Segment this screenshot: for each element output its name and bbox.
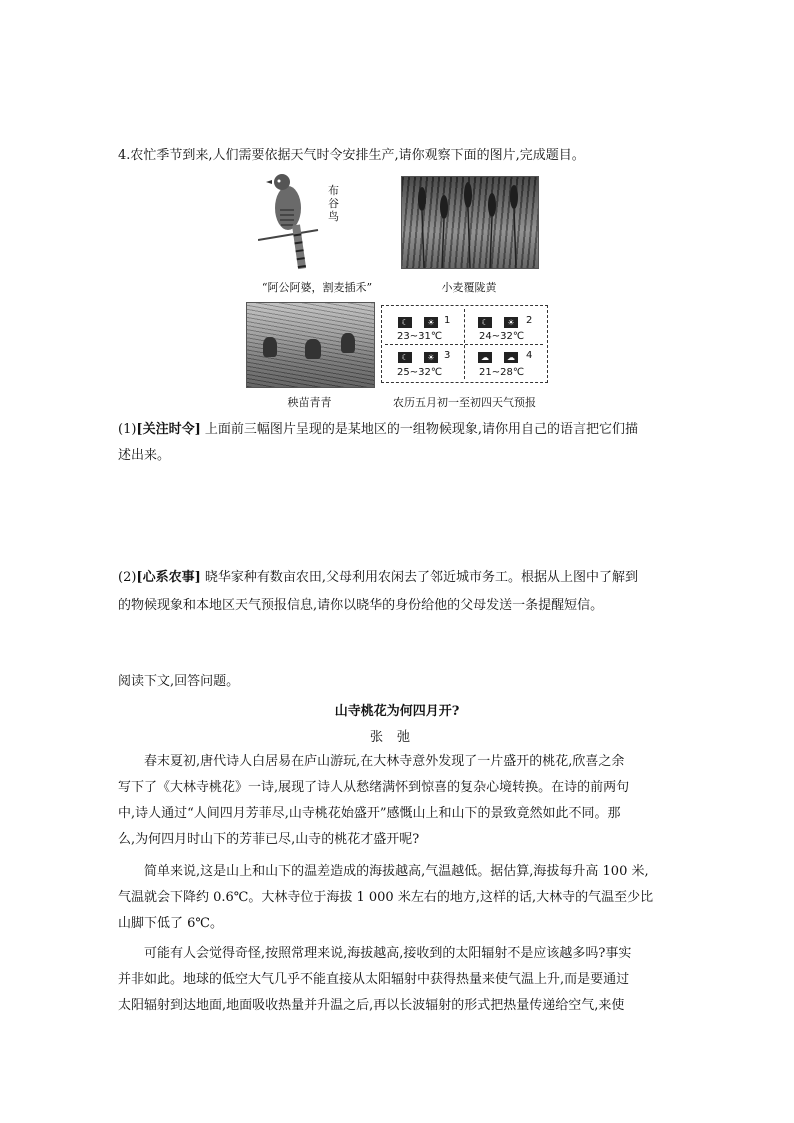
moon-icon: ☾ <box>398 317 412 328</box>
cloud-icon: ☁ <box>478 352 492 363</box>
rice-caption: 秧苗青青 <box>287 396 332 409</box>
sun-icon: ☀ <box>504 317 518 328</box>
question-intro: 4.农忙季节到来,人们需要依据天气时令安排生产,请你观察下面的图片,完成题目。 <box>118 148 585 163</box>
article-line: 春末夏初,唐代诗人白居易在庐山游玩,在大林寺意外发现了一片盛开的桃花,欣喜之余 <box>118 754 625 769</box>
subquestion-2-line1: (2)[心系农事] 晓华家种有数亩农田,父母利用农闲去了邻近城市务工。根据从上图中了解到 <box>118 570 638 585</box>
wheat-caption: 小麦覆陇黄 <box>441 281 497 294</box>
subquestion-2-tag: [心系农事] <box>136 570 201 585</box>
article-line: 可能有人会觉得奇怪,按照常理来说,海拔越高,接收到的太阳辐射不是应该越多吗?事实 <box>118 946 632 961</box>
article-author: 张弛 <box>369 730 424 745</box>
bird-caption: “阿公阿婆，割麦插禾” <box>261 281 373 294</box>
article-line: 中,诗人通过“人间四月芳菲尽,山寺桃花始盛开”感慨山上和山下的景致竟然如此不同。那 <box>118 806 621 821</box>
article-line: 太阳辐射到达地面,地面吸收热量并升温之后,再以长波辐射的形式把热量传递给空气,来使 <box>118 998 625 1013</box>
article-line: 山脚下低了 6℃。 <box>118 916 223 931</box>
subquestion-2-line2: 的物候现象和本地区天气预报信息,请你以晓华的身份给他的父母发送一条提醒短信。 <box>118 598 604 613</box>
wheat-field-image <box>401 176 539 269</box>
article-line: 简单来说,这是山上和山下的温差造成的海拔越高,气温越低。据估算,海拔每升高 100 米, <box>118 864 649 879</box>
forecast-caption: 农历五月初一至初四天气预报 <box>393 396 536 409</box>
article-line: 么,为何四月时山下的芳菲已尽,山寺的桃花才盛开呢? <box>118 832 420 847</box>
rice-planting-image <box>246 302 375 388</box>
sun-icon: ☀ <box>424 352 438 363</box>
weather-forecast-box <box>381 305 548 383</box>
sun-icon: ☀ <box>424 317 438 328</box>
forecast-day-3: ☾ ☀ 3 25~32℃ <box>397 350 451 378</box>
forecast-day-1: ☾ ☀ 1 23~31℃ <box>397 315 451 342</box>
reading-instruction: 阅读下文,回答问题。 <box>118 674 240 689</box>
forecast-day-2: ☾ ☀ 2 24~32℃ <box>479 315 533 342</box>
cuckoo-bird-image <box>258 170 368 274</box>
forecast-day-4: ☁ ☁ 4 21~28℃ <box>479 350 533 378</box>
moon-icon: ☾ <box>478 317 492 328</box>
article-title: 山寺桃花为何四月开? <box>334 704 460 719</box>
subquestion-1-line2: 述出来。 <box>118 448 171 463</box>
subquestion-1-line1: (1)[关注时令] 上面前三幅图片呈现的是某地区的一组物候现象,请你用自己的语言把它们描 <box>118 422 638 437</box>
moon-icon: ☾ <box>398 352 412 363</box>
article-line: 并非如此。地球的低空大气几乎不能直接从太阳辐射中获得热量来使气温上升,而是要通过 <box>118 972 630 987</box>
article-line: 写下了《大林寺桃花》一诗,展现了诗人从愁绪满怀到惊喜的复杂心境转换。在诗的前两句 <box>118 780 630 795</box>
bird-label: 布谷鸟 <box>328 184 339 223</box>
cloud-icon: ☁ <box>504 352 518 363</box>
subquestion-1-tag: [关注时令] <box>136 422 201 437</box>
article-line: 气温就会下降约 0.6℃。大林寺位于海拔 1 000 米左右的地方,这样的话,大林寺的气温至少比 <box>118 890 654 905</box>
